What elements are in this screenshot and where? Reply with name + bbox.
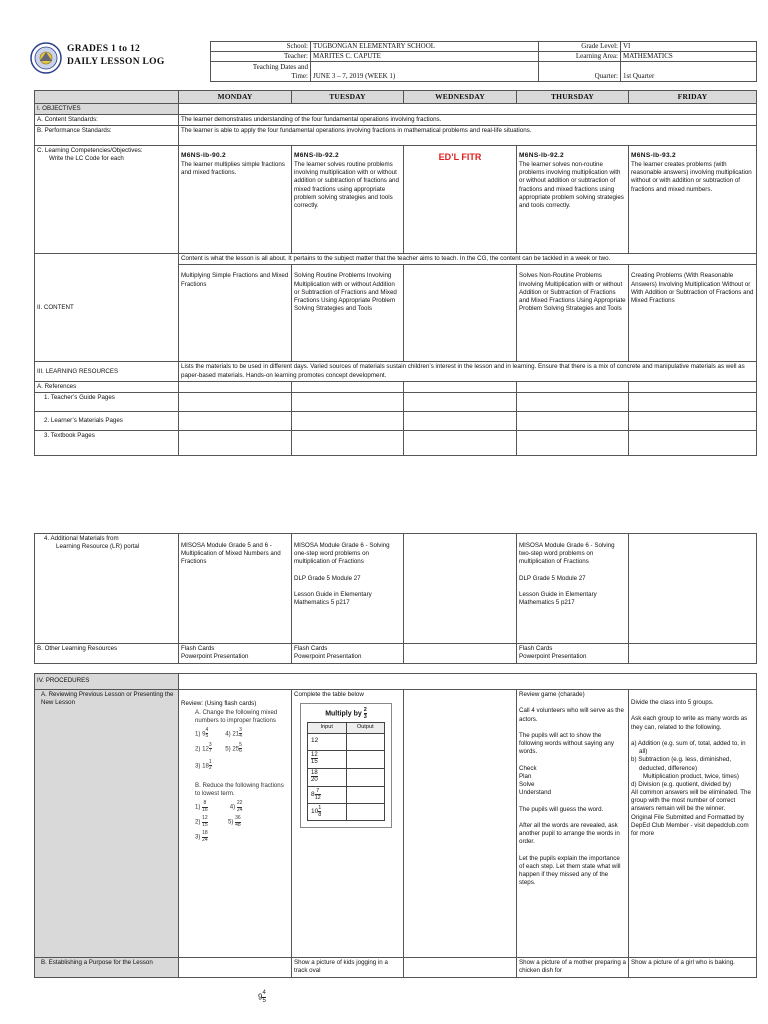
holiday-wednesday: ED’L FITR — [404, 146, 517, 254]
output-header: Output — [346, 723, 385, 733]
additional-tuesday: MISOSA Module Grade 6 - Solving one-step word problems on multiplication of Fractions DLP Grade 5 Module 27 Lesson Guide in Elementary Mathematics 5 p217 — [292, 534, 404, 644]
grade-value: VI — [621, 42, 757, 52]
learning-resources-note: Lists the materials to be used in different days. Varied sources of materials sustain children’s interest in the lesson and in learning. Ensure that there is a mix of concrete and manipulative materials as well as paper-based materials. Hands-on learning promotes concept development. — [179, 362, 757, 381]
other-tuesday: Flash Cards Powerpoint Presentation — [292, 644, 404, 664]
lesson-log-table — [34, 90, 757, 456]
content-thursday: Solves Non-Routine Problems Involving Multiplication with or without Addition or Subtraction of Fractions and Mixed Fractions Using Appropriate Problem Solving Strategies and Tools — [517, 265, 629, 362]
input-header: Input — [308, 723, 347, 733]
content-monday: Multiplying Simple Fractions and Mixed Fractions — [179, 265, 292, 362]
review-wednesday — [404, 690, 517, 958]
day-thursday: THURSDAY — [517, 91, 629, 104]
objectives-blank — [179, 103, 757, 114]
additional-materials-table — [34, 533, 757, 664]
content-note: Content is what the lesson is all about. It pertains to the subject matter that the teacher aims to teach. In the CG, the content can be tackled in a week or two. — [179, 254, 757, 265]
additional-friday — [629, 534, 757, 644]
school-label: School: — [211, 42, 311, 52]
day-tuesday: TUESDAY — [292, 91, 404, 104]
content-standards-label: A. Content Standards: — [35, 115, 179, 126]
dates-label: Teaching Dates and Time: — [211, 62, 311, 82]
review-tuesday: Complete the table below Multiply by $\frac{2}{3}$ Input Output 12 $\frac{12}{15}$ $\frac{18}{20}$ 8 $\frac{7}{12}$ 10 $\frac{1}{8}$ — [292, 690, 404, 958]
competency-monday: M6NS-Ib-90.2 The learner multiplies simple fractions and mixed fractions. — [179, 146, 292, 254]
competency-tuesday: M6NS-Ib-92.2 The learner solves routine problems involving multiplication with or without addition or subtraction of fractions and mixed fractions using appropriate problem solving strategies and tools correctly. — [292, 146, 404, 254]
dates-value: JUNE 3 – 7, 2019 (WEEK 1) — [311, 62, 539, 82]
school-value: TUGBONGAN ELEMENTARY SCHOOL — [311, 42, 539, 52]
area-value: MATHEMATICS — [621, 52, 757, 62]
review-monday: Review: (Using flash cards) A. Change the following mixed numbers to improper fractions 1) 9 $\frac{4}{5}$ 4) 21 $\frac{3}{4}$ 2) 12 $\frac{3}{7}$ 5) 25 $\frac{5}{6}$ 3) 18 $\frac{1}{2}$ B. Reduce the following fractions to lowest term. 1) $\frac{8}{16}$ 4) $\frac{22}{24}$ 2) $\frac{12}{15}$ 5) $\frac{36}{48}$ 3) $\frac{18}{24}$ — [179, 690, 292, 958]
day-monday: MONDAY — [179, 91, 292, 104]
teacher-label: Teacher: — [211, 52, 311, 62]
references-label: A. References — [35, 381, 179, 392]
review-friday: Divide the class into 5 groups. Ask each group to write as many words as they can, related to the following. a) Addition (e.g. sum of, total, added to, in all) b) Subtraction (e.g. less, diminished, deducted, difference) Multiplication product, twice, times) d) Division (e.g. quotient, divided by) All common answers will be eliminated. The group with the most number of correct answers remain will be the winner. Original File Submitted and Formatted by DepEd Club Member - visit depedclub.com for more — [629, 690, 757, 958]
day-wednesday: WEDNESDAY — [404, 91, 517, 104]
additional-monday: MISOSA Module Grade 5 and 6 - Multiplication of Mixed Numbers and Fractions — [179, 534, 292, 644]
learning-resources-label: III. LEARNING RESOURCES — [35, 362, 179, 381]
content-standards-text: The learner demonstrates understanding of the four fundamental operations involving fractions. — [179, 115, 757, 126]
procedures-table — [34, 673, 757, 978]
day-friday: FRIDAY — [629, 91, 757, 104]
other-thursday: Flash Cards Powerpoint Presentation — [517, 644, 629, 664]
quarter-label: Quarter: — [539, 62, 621, 82]
additional-materials-label: 4. Additional Materials from Learning Resource (LR) portal — [35, 534, 179, 644]
review-thursday: Review game (charade) Call 4 volunteers who will serve as the actors. The pupils will act to show the following words without saying any words. Check Plan Solve Understand The pupils will guess the word. After all the words are revealed, ask another pupil to arrange the words in order. Let the pupils explain the importance of each step. Let them state what will happen if they missed any of the steps. — [517, 690, 629, 958]
objectives-heading: I. OBJECTIVES — [35, 103, 179, 114]
content-friday: Creating Problems (With Reasonable Answers) Involving Multiplication Without or With Addition or Subtraction of Fractions and Mixed Fractions — [629, 265, 757, 362]
deped-seal-logo — [30, 42, 62, 74]
other-resources-label: B. Other Learning Resources — [35, 644, 179, 664]
purpose-thursday: Show a picture of a mother preparing a chicken dish for — [517, 958, 629, 978]
stray-fraction: 9 $\frac{4}{5}$ — [258, 990, 266, 1004]
textbook-pages-label: 3. Textbook Pages — [35, 431, 179, 456]
content-label: II. CONTENT — [35, 254, 179, 362]
purpose-tuesday: Show a picture of kids jogging in a track oval — [292, 958, 404, 978]
purpose-label: B. Establishing a Purpose for the Lesson — [35, 958, 179, 978]
purpose-friday: Show a picture of a girl who is baking. — [629, 958, 757, 978]
other-monday: Flash Cards Powerpoint Presentation — [179, 644, 292, 664]
multiply-table-card: Multiply by $\frac{2}{3}$ Input Output 12 $\frac{12}{15}$ $\frac{18}{20}$ 8 $\frac{7}{12}$ 10 $\frac{1}{8}$ — [300, 703, 392, 828]
corner-cell — [35, 91, 179, 104]
learners-materials-label: 2. Learner’s Materials Pages — [35, 412, 179, 431]
quarter-value: 1st Quarter — [621, 62, 757, 82]
content-wednesday — [404, 265, 517, 362]
additional-wednesday — [404, 534, 517, 644]
competency-thursday: M6NS-Ib-92.2 The learner solves non-routine problems involving multiplication with or without addition or subtraction of fractions and mixed fractions using appropriate problem solving strategies and tools correctly. — [517, 146, 629, 254]
competency-friday: M6NS-Ib-93.2 The learner creates problems (with reasonable answers) involving multiplication without or with addition or subtraction of fractions and mixed numbers. — [629, 146, 757, 254]
performance-standards-text: The learner is able to apply the four fundamental operations involving fractions in mathematical problems and real-life situations. — [179, 126, 757, 146]
teachers-guide-label: 1. Teacher’s Guide Pages — [35, 393, 179, 412]
performance-standards-label: B. Performance Standards: — [35, 126, 179, 146]
procedures-heading: IV. PROCEDURES — [35, 674, 179, 690]
header-info-table — [210, 41, 757, 82]
competencies-label: C. Learning Competencies/Objectives: Write the LC Code for each — [35, 146, 179, 254]
flash-card-worksheet: A. Change the following mixed numbers to improper fractions 1) 9 $\frac{4}{5}$ 4) 21 $\frac{3}{4}$ 2) 12 $\frac{3}{7}$ 5) 25 $\frac{5}{6}$ 3) 18 $\frac{1}{2}$ B. Reduce the following fractions to lowest term. 1) $\frac{8}{16}$ 4) $\frac{22}{24}$ 2) $\frac{12}{15}$ 5) $\frac{36}{48}$ 3) $\frac{18}{24}$ — [195, 709, 284, 843]
content-tuesday: Solving Routine Problems Involving Multiplication with or without Addition or Subtraction of Fractions and Mixed Fractions Using Appropriate Problem Solving Strategies and Tools — [292, 265, 404, 362]
additional-thursday: MISOSA Module Grade 6 - Solving two-step word problems on multiplication of Fractions DLP Grade 5 Module 27 Lesson Guide in Elementary Mathematics 5 p217 — [517, 534, 629, 644]
teacher-value: MARITES C. CAPUTE — [311, 52, 539, 62]
area-label: Learning Area: — [539, 52, 621, 62]
grade-label: Grade Level: — [539, 42, 621, 52]
review-label: A. Reviewing Previous Lesson or Presenting the New Lesson — [35, 690, 179, 958]
document-title: GRADES 1 to 12 DAILY LESSON LOG — [67, 44, 165, 67]
